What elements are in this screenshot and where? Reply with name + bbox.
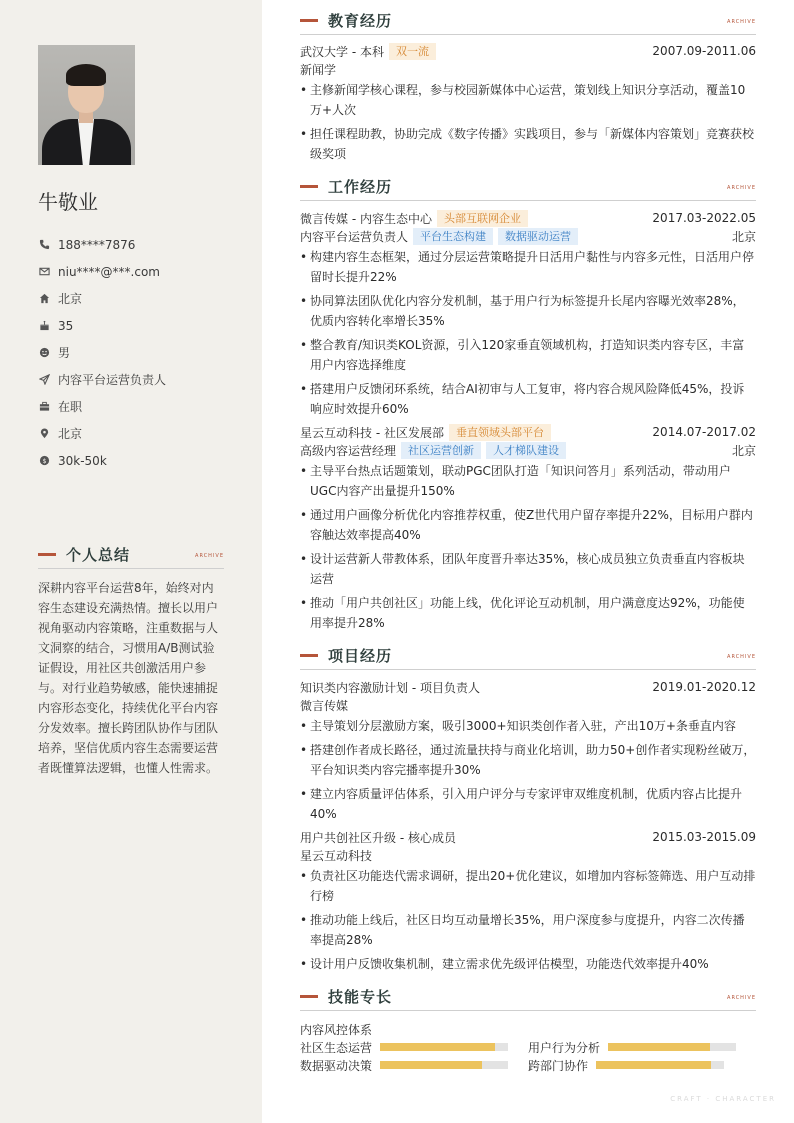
contact-location: 北京: [38, 420, 166, 447]
list-item: • 搭建创作者成长路径，通过流量扶持与商业化培训，助力50+创作者实现粉丝破万，平台知识类内容完播率提升30%: [300, 740, 756, 780]
money-icon: [38, 455, 50, 467]
skills-header: [300, 983, 756, 1011]
work-section: [300, 173, 756, 633]
summary-text: 深耕内容平台运营8年，始终对内容生态建设充满热情。擅长以用户视角驱动内容策略，注重数据与人文洞察的结合，习惯用A/B测试验证假设，用社区共创激活用户参与。对行业趋势敏感，能快速捕捉内容形态变化，持续优化平台内容分发效率。擅长跨团队协作与团队培养，坚信优质内容生态需要运营者既懂算法逻辑，也懂人性需求。: [38, 581, 219, 775]
list-item: • 推动功能上线后，社区日均互动量增长35%，用户深度参与度提升，内容二次传播率提高28%: [300, 910, 756, 950]
list-item: • 建立内容质量评估体系，引入用户评分与专家评审双维度机制，优质内容占比提升40%: [300, 784, 756, 824]
phone-icon: [38, 239, 50, 251]
education-row: [300, 42, 756, 60]
skill-bar: [596, 1061, 724, 1069]
education-bullets: [300, 80, 756, 164]
job-role: 内容平台运营负责人: [300, 229, 409, 244]
job-entry: [300, 423, 756, 633]
summary-title: 个人总结: [66, 546, 131, 564]
main-content: [300, 0, 756, 1074]
job-period: 2014.07-2017.02: [652, 425, 756, 439]
list-item: • 设计运营新人带教体系，团队年度晋升率达35%，核心成员独立负责垂直内容板块运营: [300, 549, 756, 589]
list-item: • 担任课程助教，协助完成《数字传播》实践项目，参与「新媒体内容策划」竞赛获校级奖项: [300, 124, 756, 164]
skill-fill: [596, 1061, 711, 1069]
project-name: 知识类内容激励计划 - 项目负责人: [300, 680, 480, 695]
project-name: 用户共创社区升级 - 核心成员: [300, 830, 456, 845]
project-bullets: [300, 716, 756, 824]
projects-title: 项目经历: [328, 647, 393, 665]
watermark: CRAFT · CHARACTER: [670, 1095, 776, 1103]
education-title: 教育经历: [328, 12, 393, 30]
list-item: • 整合教育/知识类KOL资源，引入120家垂直领域机构，打造知识类内容专区，丰富用户内容选择维度: [300, 335, 756, 375]
company-tag: 垂直领域头部平台: [449, 424, 551, 441]
section-tag: ARCHIVE: [727, 995, 756, 1001]
contact-status: 在职: [38, 393, 166, 420]
company-tag: 头部互联网企业: [437, 210, 528, 227]
list-item: • 通过用户画像分析优化内容推荐权重，使Z世代用户留存率提升22%，目标用户群内容触达效率提高40%: [300, 505, 756, 545]
projects-section: [300, 642, 756, 974]
list-item: • 推动「用户共创社区」功能上线，优化评论互动机制，用户满意度达92%，功能使用率提升28%: [300, 593, 756, 633]
education-section: [300, 7, 756, 164]
location-pin-icon: [38, 428, 50, 440]
section-accent-bar: [300, 185, 318, 188]
contact-age: 35: [38, 312, 166, 339]
job-period: 2017.03-2022.05: [652, 211, 756, 225]
projects-header: [300, 642, 756, 670]
section-accent-bar: [38, 553, 56, 556]
project-org: 微言传媒: [300, 698, 349, 713]
job-city: 北京: [731, 443, 756, 458]
send-icon: [38, 374, 50, 386]
skills-list: [300, 1020, 756, 1074]
project-bullets: [300, 866, 756, 974]
section-tag: ARCHIVE: [727, 654, 756, 660]
skills-section: [300, 983, 756, 1074]
list-item: • 协同算法团队优化内容分发机制，基于用户行为标签提升长尾内容曝光效率28%，优质内容转化率增长35%: [300, 291, 756, 331]
role-tag: 社区运营创新: [401, 442, 481, 459]
skills-title: 技能专长: [328, 988, 393, 1006]
skill-fill: [608, 1043, 710, 1051]
section-accent-bar: [300, 654, 318, 657]
skill-header-item: 内容风控体系: [300, 1022, 373, 1037]
candidate-name: 牛敬业: [38, 190, 98, 214]
project-entry: [300, 828, 756, 974]
contact-list: [38, 231, 166, 474]
education-period: 2007.09-2011.06: [652, 44, 756, 58]
role-tag: 数据驱动运营: [498, 228, 578, 245]
job-role: 高级内容运营经理: [300, 443, 397, 458]
skill-bar: [608, 1043, 736, 1051]
skill-fill: [380, 1043, 495, 1051]
project-period: 2015.03-2015.09: [652, 830, 756, 844]
section-tag: ARCHIVE: [727, 185, 756, 191]
skill-item: 社区生态运营: [300, 1039, 528, 1056]
contact-gender: 男: [38, 339, 166, 366]
job-city: 北京: [731, 229, 756, 244]
skill-item: 用户行为分析: [528, 1039, 756, 1056]
list-item: • 设计用户反馈收集机制，建立需求优先级评估模型，功能迭代效率提升40%: [300, 954, 756, 974]
list-item: • 主导平台热点话题策划，联动PGC团队打造「知识问答月」系列活动，带动用户UGC内容产出量提升150%: [300, 461, 756, 501]
list-item: • 主导策划分层激励方案，吸引3000+知识类创作者入驻，产出10万+条垂直内容: [300, 716, 756, 736]
contact-position: 内容平台运营负责人: [38, 366, 166, 393]
project-org: 星云互动科技: [300, 848, 373, 863]
list-item: • 构建内容生态框架，通过分层运营策略提升日活用户黏性与内容多元性，日活用户停留时长提升22%: [300, 247, 756, 287]
section-tag: ARCHIVE: [195, 553, 224, 559]
school-badge: 双一流: [389, 43, 436, 60]
cake-icon: [38, 320, 50, 332]
role-tag: 平台生态构建: [413, 228, 493, 245]
contact-phone: 188****7876: [38, 231, 166, 258]
school-name: 武汉大学 - 本科: [300, 44, 384, 59]
project-entry: [300, 678, 756, 824]
contact-email: niu****@***.com: [38, 258, 166, 285]
company-name: 星云互动科技 - 社区发展部: [300, 425, 444, 440]
role-tag: 人才梯队建设: [486, 442, 566, 459]
education-header: [300, 7, 756, 35]
skill-item: 数据驱动决策: [300, 1057, 528, 1074]
project-period: 2019.01-2020.12: [652, 680, 756, 694]
work-title: 工作经历: [328, 178, 393, 196]
job-entry: [300, 209, 756, 419]
education-major: 新闻学: [300, 62, 337, 77]
company-name: 微言传媒 - 内容生态中心: [300, 211, 432, 226]
sidebar: [0, 0, 262, 1123]
face-icon: [38, 347, 50, 359]
svg-text:$: $: [41, 456, 47, 465]
email-icon: [38, 266, 50, 278]
skill-bar: [380, 1061, 508, 1069]
list-item: • 搭建用户反馈闭环系统，结合AI初审与人工复审，将内容合规风险降低45%，投诉响应时效提升60%: [300, 379, 756, 419]
skill-fill: [380, 1061, 482, 1069]
profile-photo: [38, 45, 135, 165]
job-bullets: [300, 247, 756, 419]
contact-salary: $ 30k-50k: [38, 447, 166, 474]
summary-header: [38, 541, 224, 569]
section-accent-bar: [300, 19, 318, 22]
list-item: • 主修新闻学核心课程，参与校园新媒体中心运营，策划线上知识分享活动，覆盖10万+人次: [300, 80, 756, 120]
skill-bar: [380, 1043, 508, 1051]
section-tag: ARCHIVE: [727, 19, 756, 25]
list-item: • 负责社区功能迭代需求调研，提出20+优化建议，如增加内容标签筛选、用户互动排行榜: [300, 866, 756, 906]
work-header: [300, 173, 756, 201]
summary-section: [38, 541, 224, 778]
job-bullets: [300, 461, 756, 633]
briefcase-icon: [38, 401, 50, 413]
section-accent-bar: [300, 995, 318, 998]
skill-item: 跨部门协作: [528, 1057, 756, 1074]
home-icon: [38, 293, 50, 305]
contact-home: 北京: [38, 285, 166, 312]
